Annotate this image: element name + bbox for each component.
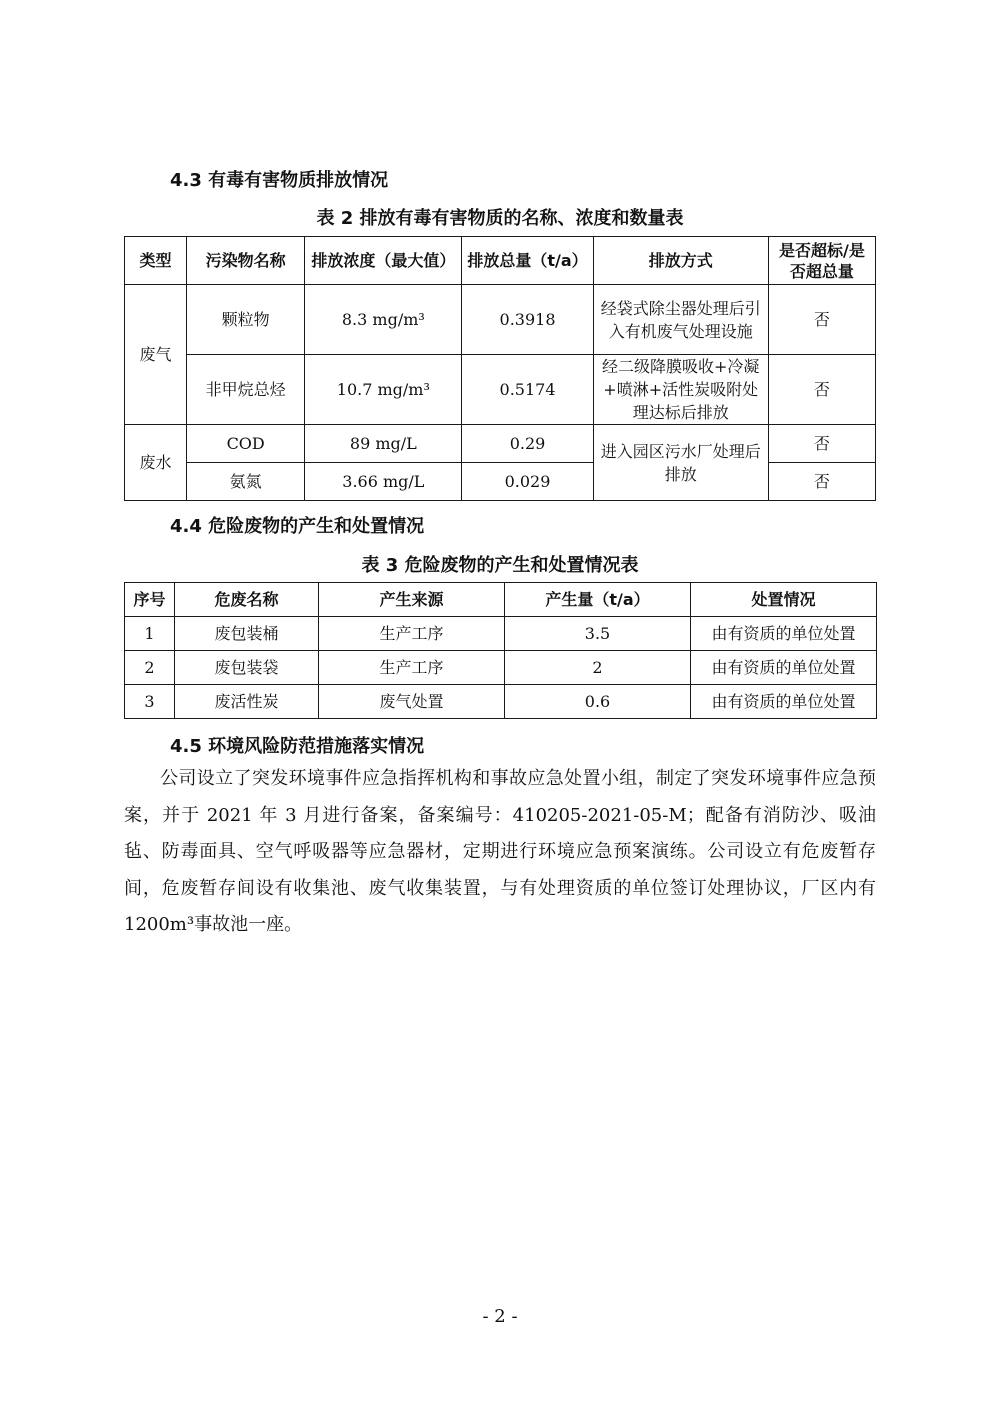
table-row xyxy=(125,355,876,425)
table-row xyxy=(125,685,877,719)
index-cell: 3 xyxy=(125,685,175,719)
concentration-cell: 3.66 mg/L xyxy=(305,463,462,501)
concentration-cell: 89 mg/L xyxy=(305,425,462,463)
body-paragraph xyxy=(124,761,876,944)
section-heading-4-3: 4.3 有毒有害物质排放情况 xyxy=(170,170,389,191)
method-cell: 经二级降膜吸收+冷凝+喷淋+活性炭吸附处理达标后排放 xyxy=(593,355,768,425)
waste-name-cell: 废活性炭 xyxy=(175,685,319,719)
waste-name-cell: 废包装桶 xyxy=(175,617,319,651)
index-cell: 2 xyxy=(125,651,175,685)
exceed-cell: 否 xyxy=(768,425,875,463)
pollutant-cell: 氨氮 xyxy=(187,463,305,501)
disposal-cell: 由有资质的单位处置 xyxy=(691,685,877,719)
table-2-emissions xyxy=(124,236,876,501)
table-row xyxy=(125,425,876,463)
column-header: 类型 xyxy=(125,237,187,285)
table-header-row xyxy=(125,237,876,285)
table-3-hazardous-waste xyxy=(124,582,877,719)
disposal-cell: 由有资质的单位处置 xyxy=(691,617,877,651)
pollutant-cell: COD xyxy=(187,425,305,463)
exceed-cell: 否 xyxy=(768,463,875,501)
amount-cell: 2 xyxy=(505,651,691,685)
source-cell: 生产工序 xyxy=(319,651,505,685)
column-header: 污染物名称 xyxy=(187,237,305,285)
column-header: 序号 xyxy=(125,583,175,617)
concentration-cell: 8.3 mg/m³ xyxy=(305,285,462,355)
table-row xyxy=(125,617,877,651)
paragraph-text: 公司设立了突发环境事件应急指挥机构和事故应急处置小组，制定了突发环境事件应急预案，并于 2021 年 3 月进行备案，备案编号：410205-2021-05-M；配备有消防沙、吸油毡、防毒面具、空气呼吸器等应急器材，定期进行环境应急预案演练。公司设立有危废暂存间，危废暂存间设有收集池、废气收集装置，与有处理资质的单位签订处理协议，厂区内有 1200m³事故池一座。 xyxy=(124,768,876,935)
column-header: 危废名称 xyxy=(175,583,319,617)
section-heading-4-4: 4.4 危险废物的产生和处置情况 xyxy=(170,516,425,537)
total-cell: 0.5174 xyxy=(462,355,593,425)
concentration-cell: 10.7 mg/m³ xyxy=(305,355,462,425)
exceed-cell: 否 xyxy=(768,355,875,425)
source-cell: 生产工序 xyxy=(319,617,505,651)
page-number: - 2 - xyxy=(482,1306,518,1327)
column-header: 排放方式 xyxy=(593,237,768,285)
exceed-cell: 否 xyxy=(768,285,875,355)
column-header: 排放浓度（最大值） xyxy=(305,237,462,285)
table-row xyxy=(125,285,876,355)
table-3-caption: 表 3 危险废物的产生和处置情况表 xyxy=(361,555,639,576)
total-cell: 0.29 xyxy=(462,425,593,463)
method-cell: 经袋式除尘器处理后引入有机废气处理设施 xyxy=(593,285,768,355)
disposal-cell: 由有资质的单位处置 xyxy=(691,651,877,685)
total-cell: 0.029 xyxy=(462,463,593,501)
pollutant-cell: 非甲烷总烃 xyxy=(187,355,305,425)
table-header-row xyxy=(125,583,877,617)
category-cell: 废气 xyxy=(125,285,187,425)
total-cell: 0.3918 xyxy=(462,285,593,355)
waste-name-cell: 废包装袋 xyxy=(175,651,319,685)
table-row xyxy=(125,651,877,685)
category-cell: 废水 xyxy=(125,425,187,501)
column-header: 是否超标/是否超总量 xyxy=(768,237,875,285)
column-header: 产生量（t/a） xyxy=(505,583,691,617)
table-2-caption: 表 2 排放有毒有害物质的名称、浓度和数量表 xyxy=(316,208,684,229)
column-header: 处置情况 xyxy=(691,583,877,617)
section-heading-4-5: 4.5 环境风险防范措施落实情况 xyxy=(170,736,425,757)
column-header: 排放总量（t/a） xyxy=(462,237,593,285)
method-cell: 进入园区污水厂处理后排放 xyxy=(593,425,768,501)
index-cell: 1 xyxy=(125,617,175,651)
pollutant-cell: 颗粒物 xyxy=(187,285,305,355)
source-cell: 废气处置 xyxy=(319,685,505,719)
column-header: 产生来源 xyxy=(319,583,505,617)
amount-cell: 0.6 xyxy=(505,685,691,719)
amount-cell: 3.5 xyxy=(505,617,691,651)
